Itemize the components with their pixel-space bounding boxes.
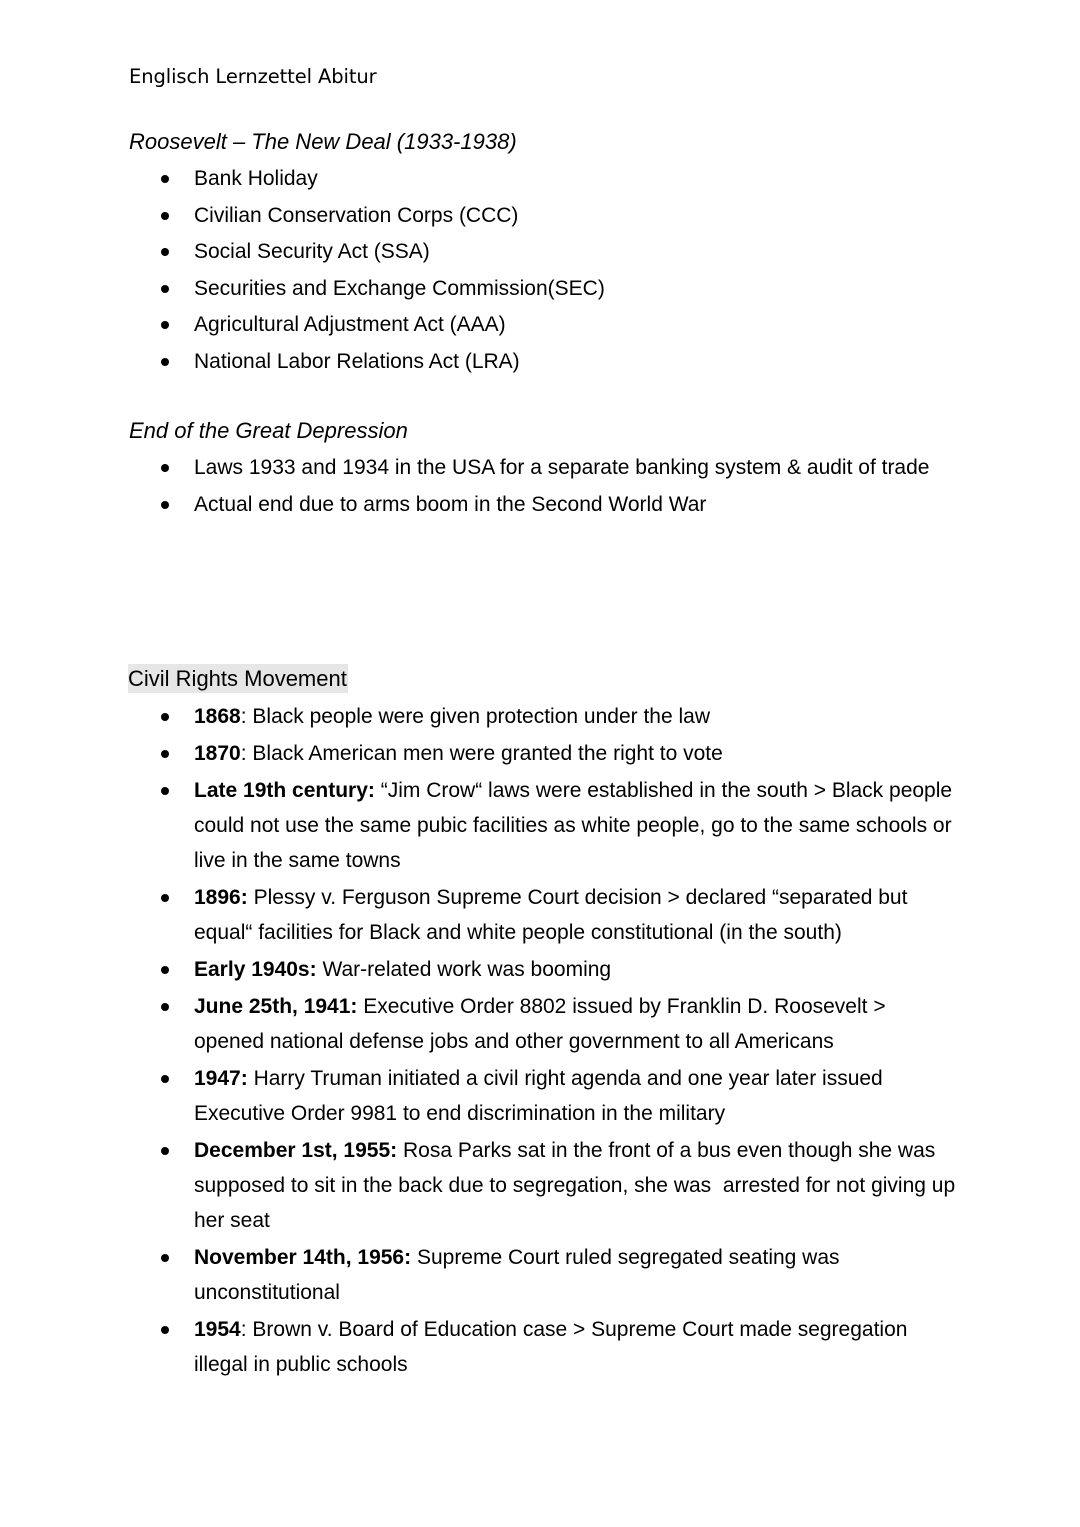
bullet-icon [161,713,169,721]
bullet-icon [161,1326,169,1334]
list-item [0,699,959,734]
event-date-label: June 25th, 1941: [194,995,358,1018]
list-item [0,1061,959,1131]
bullet-icon [161,1075,169,1083]
event-description: Plessy v. Ferguson Supreme Court decision > declared “separated but equal“ facilities for Black and white people constitutional (in the south) [194,886,914,944]
list-item [0,1312,959,1382]
civil-rights-list [0,699,1080,1384]
event-date-label: 1868 [194,705,241,728]
bullet-icon [161,1147,169,1155]
new-deal-heading: Roosevelt – The New Deal (1933-1938) [129,129,517,154]
event-date-label: Late 19th century: [194,779,375,802]
bullet-icon [161,1254,169,1262]
event-description: “Jim Crow“ laws were established in the south > Black people could not use the same pubic facilities as white people, go to the same schools or live in the same towns [194,779,964,872]
list-item: Actual end due to arms boom in the Second World War [0,487,959,522]
bullet-icon [161,894,169,902]
bullet-icon [161,175,169,183]
civil-rights-heading: Civil Rights Movement [128,666,347,691]
list-item [0,989,959,1059]
event-description: Executive Order 8802 issued by Franklin D. Roosevelt > opened national defense jobs and other government to all Americans [194,995,892,1053]
event-description: Brown v. Board of Education case > Supreme Court made segregation illegal in public schools [194,1318,914,1376]
event-date-label: December 1st, 1955: [194,1139,398,1162]
event-date-label: Early 1940s: [194,958,317,981]
event-description: Harry Truman initiated a civil right agenda and one year later issued Executive Order 9981 to end discrimination in the military [194,1067,889,1125]
great-depression-heading: End of the Great Depression [129,418,408,443]
bullet-icon [161,248,169,256]
bullet-icon [161,1003,169,1011]
new-deal-list [0,161,1080,380]
event-description: Rosa Parks sat in the front of a bus even though she was supposed to sit in the back due to segregation, she was arrested for not giving up her seat [194,1139,961,1232]
event-description: Black people were given protection under the law [252,705,711,728]
bullet-icon [161,285,169,293]
document-header: Englisch Lernzettel Abitur [129,65,377,88]
bullet-icon [161,750,169,758]
separator: : [240,742,253,765]
bullet-icon [161,321,169,329]
bullet-icon [161,212,169,220]
list-item [0,1133,959,1238]
event-date-label: 1954 [194,1318,241,1341]
list-item: National Labor Relations Act (LRA) [0,344,959,381]
event-date-label: 1870 [194,742,241,765]
bullet-icon [161,966,169,974]
list-item [0,1240,959,1310]
list-item: Social Security Act (SSA) [0,234,959,271]
bullet-icon [161,358,169,366]
separator: : [240,705,253,728]
list-item [0,880,959,950]
event-description: War-related work was booming [322,958,612,981]
list-item: Bank Holiday [0,161,959,198]
event-date-label: November 14th, 1956: [194,1246,412,1269]
list-item: Securities and Exchange Commission(SEC) [0,271,959,308]
event-date-label: 1896: [194,886,248,909]
bullet-icon [161,501,169,509]
list-item [0,773,964,878]
great-depression-list [0,450,1080,522]
list-item [0,736,959,771]
list-item: Laws 1933 and 1934 in the USA for a separate banking system & audit of trade [0,450,959,485]
event-date-label: 1947: [194,1067,248,1090]
list-item [0,952,959,987]
bullet-icon [161,464,169,472]
event-description: Black American men were granted the right to vote [252,742,723,765]
list-item: Agricultural Adjustment Act (AAA) [0,307,959,344]
list-item: Civilian Conservation Corps (CCC) [0,198,959,235]
event-description: Supreme Court ruled segregated seating was unconstitutional [194,1246,846,1304]
separator: : [240,1318,253,1341]
bullet-icon [161,787,169,795]
